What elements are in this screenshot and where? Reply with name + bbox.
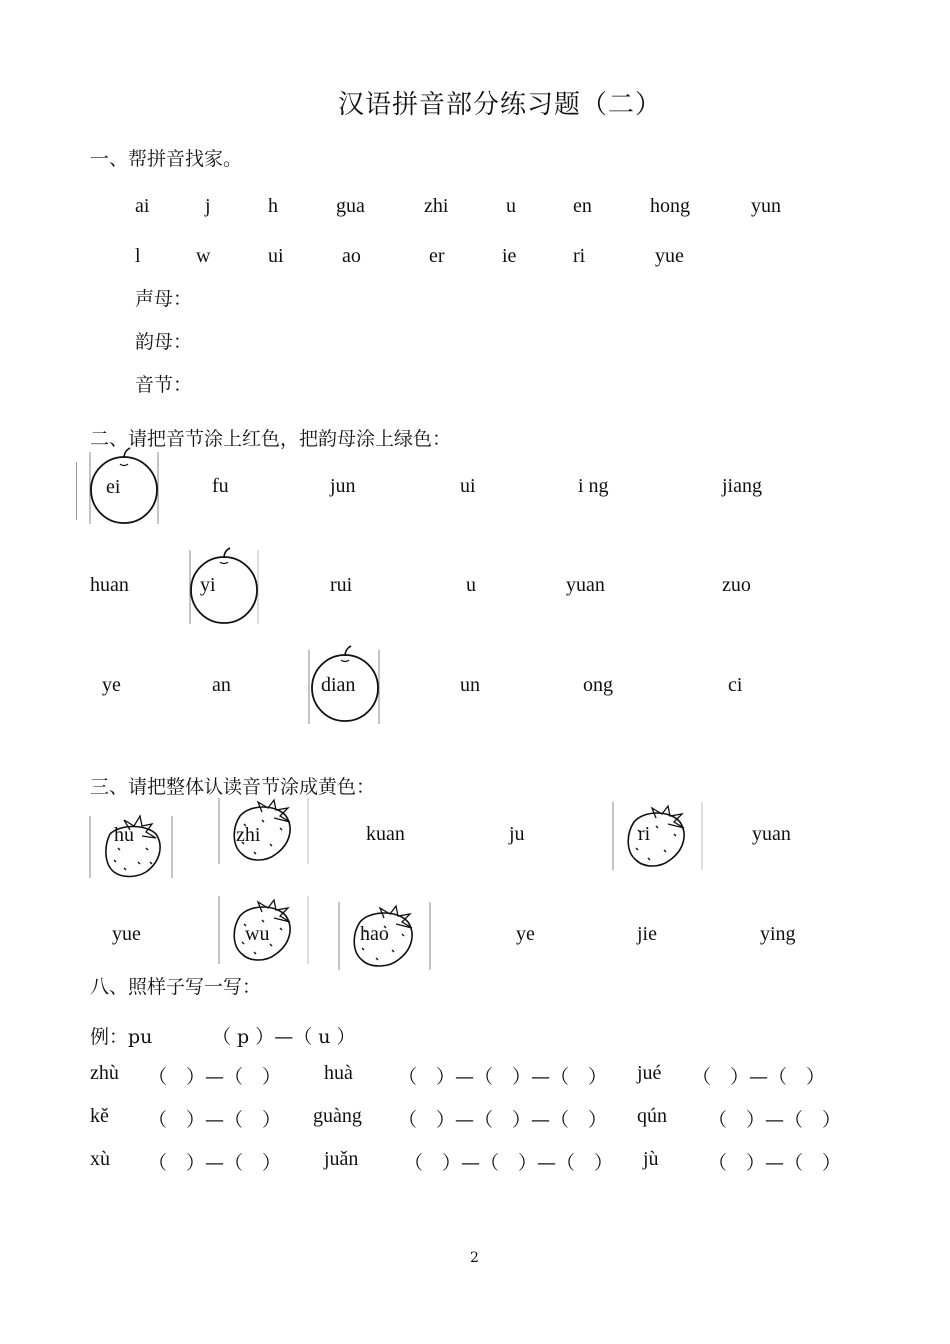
syllable-label: ri (638, 823, 651, 845)
pinyin-item: hong (650, 195, 690, 217)
pinyin-item: ju (509, 823, 525, 845)
answer-blanks[interactable]: （ ）—（ ） (148, 1152, 282, 1174)
pinyin-item: jiang (722, 475, 762, 497)
strawberry-icon (218, 798, 310, 864)
pinyin-item: yue (655, 245, 684, 267)
pinyin-item: ie (502, 245, 517, 267)
section2-heading: 二、请把音节涂上红色，把韵母涂上绿色： (90, 428, 452, 450)
label-yunmu: 韵母： (135, 331, 193, 353)
syllable-prompt: jué (637, 1062, 662, 1084)
pinyin-item: ying (760, 923, 796, 945)
section8-heading: 八、照样子写一写： (90, 976, 262, 998)
pinyin-item: er (429, 245, 445, 267)
section1-heading: 一、帮拼音找家。 (90, 148, 243, 170)
pinyin-item: fu (212, 475, 229, 497)
answer-blanks[interactable]: （ ）—（ ） (708, 1109, 842, 1131)
example-label: 例：pu (90, 1026, 153, 1048)
strawberry-icon (90, 812, 174, 878)
syllable-label: yi (200, 574, 216, 596)
strawberry-icon (218, 896, 310, 964)
pinyin-item: yuan (752, 823, 791, 845)
apple-icon (190, 548, 260, 624)
pinyin-item: kuan (366, 823, 405, 845)
pinyin-item: jun (330, 475, 356, 497)
pinyin-item: ui (268, 245, 284, 267)
answer-blanks[interactable]: （ ）—（ ）—（ ） (398, 1066, 608, 1088)
strawberry-icon (338, 902, 432, 970)
pinyin-item: zhi (424, 195, 449, 217)
syllable-prompt: xù (90, 1148, 110, 1170)
pinyin-item: zuo (722, 574, 751, 596)
pinyin-item: ai (135, 195, 150, 217)
pinyin-item: ui (460, 475, 476, 497)
apple-icon (309, 648, 381, 724)
pinyin-item: ye (516, 923, 535, 945)
syllable-label: dian (321, 674, 356, 696)
pinyin-item: yue (112, 923, 141, 945)
answer-blanks[interactable]: （ ）—（ ） (148, 1066, 282, 1088)
pinyin-item: ong (583, 674, 613, 696)
pinyin-item: yun (751, 195, 781, 217)
answer-blanks[interactable]: （ ）—（ ）—（ ） (398, 1109, 608, 1131)
syllable-label: ei (106, 476, 121, 498)
syllable-prompt: juǎn (324, 1148, 359, 1170)
pinyin-item: an (212, 674, 231, 696)
syllable-label: wu (245, 923, 270, 945)
syllable-prompt: zhù (90, 1062, 119, 1084)
pinyin-item: w (196, 245, 211, 267)
apple-icon (76, 452, 160, 524)
answer-blanks[interactable]: （ ）—（ ）—（ ） (404, 1152, 614, 1174)
page-title: 汉语拼音部分练习题（二） (338, 90, 663, 120)
answer-blanks[interactable]: （ ）—（ ） (692, 1066, 826, 1088)
strawberry-outline-icon (218, 798, 310, 864)
pinyin-item: rui (330, 574, 353, 596)
syllable-label: hao (360, 923, 389, 945)
pinyin-item: i ng (578, 475, 609, 497)
pinyin-item: ao (342, 245, 361, 267)
syllable-prompt: guàng (313, 1105, 362, 1127)
strawberry-outline-icon (612, 802, 704, 870)
label-shengmu: 声母： (135, 288, 193, 310)
syllable-label: hu (114, 824, 134, 846)
strawberry-icon (612, 802, 704, 870)
example-answer: （ p ）—（ u ） (212, 1026, 356, 1048)
answer-blanks[interactable]: （ ）—（ ） (148, 1109, 282, 1131)
syllable-prompt: qún (637, 1105, 667, 1127)
answer-blanks[interactable]: （ ）—（ ） (708, 1152, 842, 1174)
pinyin-item: en (573, 195, 592, 217)
page-number: 2 (470, 1250, 479, 1266)
pinyin-item: ye (102, 674, 121, 696)
pinyin-item: yuan (566, 574, 605, 596)
pinyin-item: u (506, 195, 516, 217)
pinyin-item: ci (728, 674, 743, 696)
pinyin-item: ri (573, 245, 586, 267)
syllable-prompt: huà (324, 1062, 353, 1084)
syllable-prompt: kě (90, 1105, 109, 1127)
pinyin-item: gua (336, 195, 365, 217)
syllable-label: zhi (236, 824, 261, 846)
pinyin-item: huan (90, 574, 129, 596)
pinyin-item: un (460, 674, 480, 696)
pinyin-item: h (268, 195, 278, 217)
section3-heading: 三、请把整体认读音节涂成黄色： (90, 776, 376, 798)
pinyin-item: l (135, 245, 141, 267)
label-yinjie: 音节： (135, 374, 193, 396)
pinyin-item: jie (637, 923, 657, 945)
pinyin-item: u (466, 574, 476, 596)
syllable-prompt: jù (643, 1148, 659, 1170)
pinyin-item: j (205, 195, 211, 217)
